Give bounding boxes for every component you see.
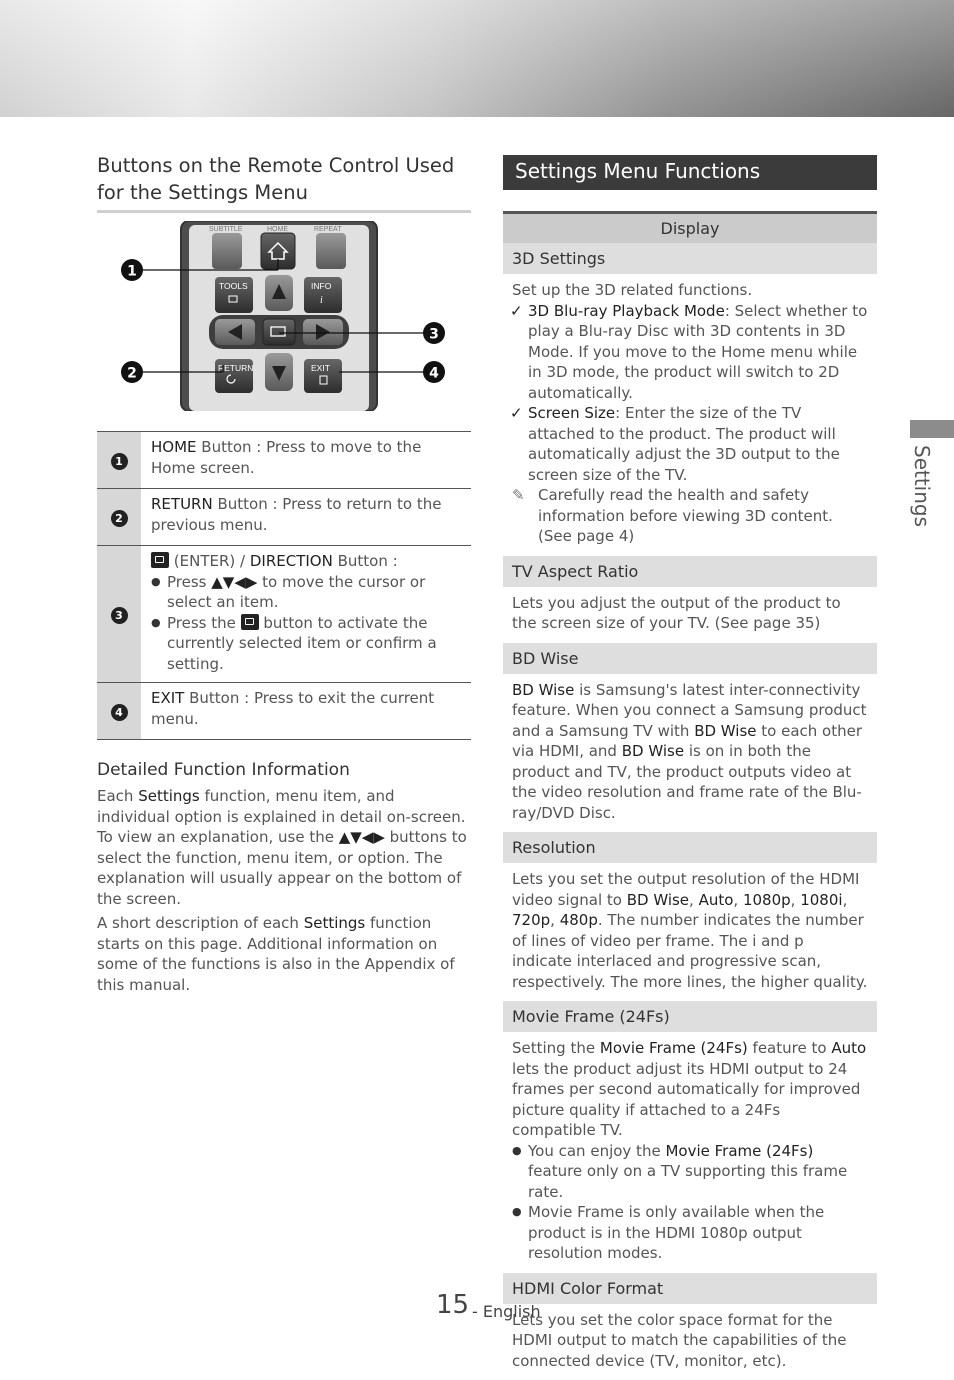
enter-icon (241, 614, 259, 630)
list-item: ● Press the button to activate the currently selected item or confirm a setting. (151, 613, 463, 675)
return-label: RETURN (218, 363, 253, 373)
table-row (97, 432, 471, 489)
list-item: ✓ Screen Size: Enter the size of the TV attached to the product. The product will automatically adjust the 3D output to the screen size of the TV. (512, 403, 868, 485)
section-body-aspect: Lets you adjust the output of the product to the screen size of your TV. (See page 35) (503, 587, 877, 643)
table-row (97, 683, 471, 740)
remote-illustration (97, 221, 471, 411)
enter-icon (151, 552, 169, 568)
list-item: ● Movie Frame is only available when the product is in the HDMI 1080p output resolution modes. (512, 1202, 868, 1264)
svg-text:2: 2 (127, 366, 137, 382)
left-column (97, 152, 471, 999)
button-name: EXIT (151, 689, 184, 707)
section-body-movie-frame: Setting the Movie Frame (24Fs) feature to Auto lets the product adjust its HDMI output to 24 frames per second automatically for improved picture quality if attached to a 24Fs compatible TV. ● You can enjoy the Movie Frame (24Fs) feature only on a TV supporting this frame rate. ● Movie Frame is only available when the product is in the HDMI 1080p output resolution modes. (503, 1032, 877, 1273)
detail-heading: Detailed Function Information (97, 760, 471, 780)
section-header-resolution: Resolution (503, 832, 877, 863)
page-language: - English (472, 1302, 541, 1321)
remote-diagram (97, 221, 471, 411)
list-item: ● Press ▲▼◀▶ to move the cursor or select an item. (151, 572, 463, 613)
svg-text:3: 3 (429, 327, 439, 343)
section-header-aspect: TV Aspect Ratio (503, 556, 877, 587)
button-description: Button : Press to move to the Home screen. (151, 438, 421, 477)
section-header-bd-wise: BD Wise (503, 643, 877, 674)
header-banner (0, 0, 954, 117)
exit-label: EXIT (311, 363, 330, 373)
row-number-badge: 4 (111, 704, 128, 721)
repeat-button[interactable] (316, 233, 346, 269)
arrows-icon: ▲▼◀▶ (339, 828, 385, 846)
info-icon: i (320, 295, 323, 306)
row-number-badge: 1 (111, 453, 128, 470)
section-header-hdmi-color: HDMI Color Format (503, 1273, 877, 1304)
home-label: HOME (267, 226, 288, 233)
list-item: ● You can enjoy the Movie Frame (24Fs) feature only on a TV supporting this frame rate. (512, 1141, 868, 1203)
button-name: HOME (151, 438, 197, 456)
repeat-label: REPEAT (314, 226, 342, 233)
arrows-icon: ▲▼◀▶ (211, 573, 257, 591)
row-number-badge: 3 (111, 607, 128, 624)
table-row (97, 489, 471, 546)
section-body-3d-settings: Set up the 3D related functions. ✓ 3D Blu-ray Playback Mode: Select whether to play a Blu-ray Disc with 3D contents in 3D Mode. If you move to the Home menu while in 3D mode, the product will switch to 2D automatically. ✓ Screen Size: Enter the size of the TV attached to the product. The product will automatically adjust the 3D output to the screen size of the TV. ✎ Carefully read the health and safety information before viewing 3D content. (See page 4) (503, 274, 877, 556)
section-header-3d-settings: 3D Settings (503, 243, 877, 274)
detail-paragraph: A short description of each Settings function starts on this page. Additional information on some of the functions is also in the Appendix of this manual. (97, 913, 471, 995)
row-number-badge: 2 (111, 510, 128, 527)
side-tab-marker (910, 420, 954, 438)
button-name: DIRECTION (250, 552, 333, 570)
section-body-bd-wise: BD Wise is Samsung's latest inter-connectivity feature. When you connect a Samsung product and a Samsung TV with BD Wise to each other via HDMI, and BD Wise is on in both the product and TV, the product outputs video at the video resolution and frame rate of the Blu-ray/DVD Disc. (503, 674, 877, 833)
enter-button[interactable] (263, 319, 295, 345)
table-row: 3 (ENTER) / DIRECTION Button : ● Press ▲▼◀▶ to move the cursor or select an item. ● Press the button to activate the currently selected item or confirm a setting. (97, 546, 471, 683)
list-item: ✓ 3D Blu-ray Playback Mode: Select whether to play a Blu-ray Disc with 3D contents in 3D Mode. If you move to the Home menu while in 3D mode, the product will switch to 2D automatically. (512, 301, 868, 404)
section-header-movie-frame: Movie Frame (24Fs) (503, 1001, 877, 1032)
svg-text:1: 1 (127, 264, 137, 280)
detail-paragraph: Each Settings function, menu item, and individual option is explained in detail on-screen. To view an explanation, use the ▲▼◀▶ buttons to select the function, menu item, or option. The explanation will usually appear on the bottom of the screen. (97, 786, 471, 909)
subtitle-label: SUBTITLE (209, 226, 243, 233)
remote-heading: Buttons on the Remote Control Used for the Settings Menu (97, 152, 471, 213)
note-item: ✎ Carefully read the health and safety information before viewing 3D content. (See page 4) (512, 485, 868, 547)
info-label: INFO (311, 281, 332, 291)
subtitle-button[interactable] (212, 233, 242, 269)
side-tab-label: Settings (902, 445, 942, 565)
button-description: Button : Press to return to the previous menu. (151, 495, 441, 534)
section-body-resolution: Lets you set the output resolution of the HDMI video signal to BD Wise, Auto, 1080p, 1080i, 720p, 480p. The number indicates the number of lines of video per frame. The i and p indicate interlaced and progressive scan, respectively. The more lines, the higher quality. (503, 863, 877, 1001)
right-column (503, 155, 877, 1380)
button-table (97, 431, 471, 740)
display-header: Display (503, 211, 877, 243)
button-name: RETURN (151, 495, 213, 513)
section-title: Settings Menu Functions (503, 155, 877, 190)
tools-label: TOOLS (219, 281, 248, 291)
svg-text:4: 4 (429, 366, 439, 382)
page-number: 15 (436, 1290, 469, 1320)
button-description: Button : Press to exit the current menu. (151, 689, 434, 728)
section-body-hdmi-color: Lets you set the color space format for the HDMI output to match the capabilities of the connected device (TV, monitor, etc). (503, 1304, 877, 1380)
